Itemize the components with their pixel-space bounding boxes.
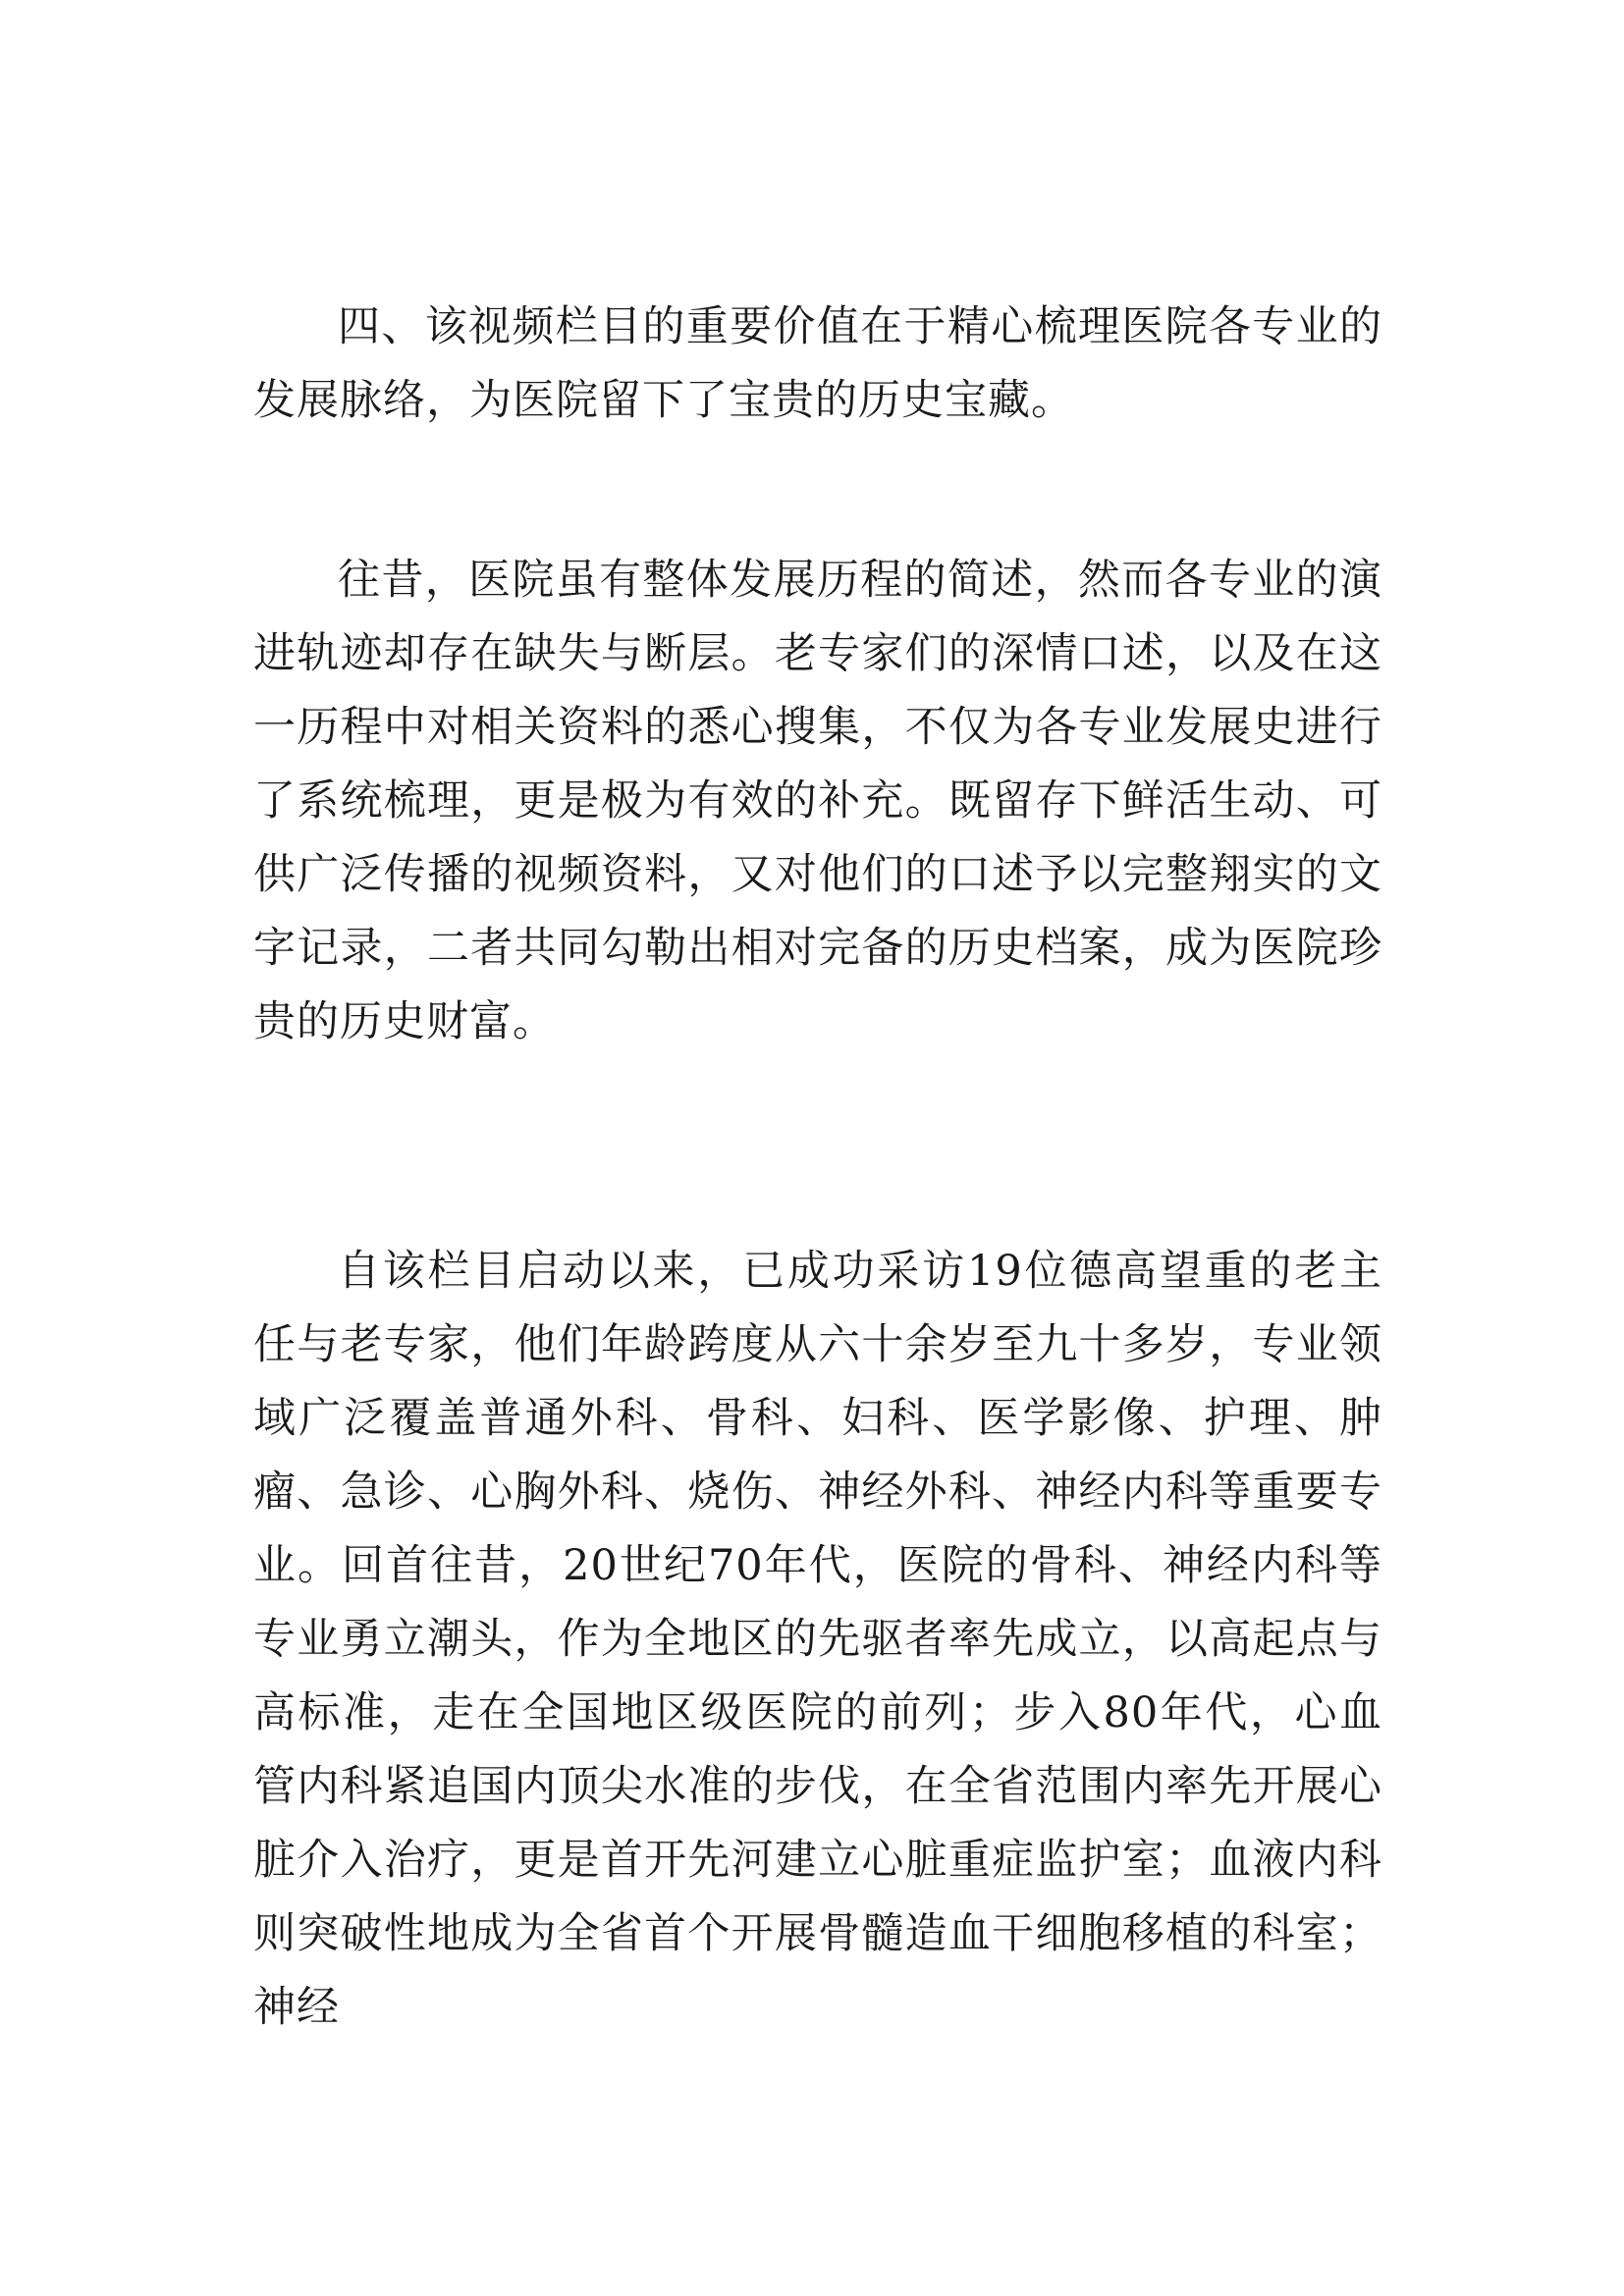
paragraph-past-history: 往昔，医院虽有整体发展历程的简述，然而各专业的演进轨迹却存在缺失与断层。老专家们的深情口述，以及在这一历程中对相关资料的悉心搜集，不仅为各专业发展史进行了系统梳理，更是极为有效的补充。既留存下鲜活生动、可供广泛传播的视频资料，又对他们的口述予以完整翔实的文字记录，二者共同勾勒出相对完备的历史档案，成为医院珍贵的历史财富。: [253, 556, 1382, 1046]
paragraph-section-four-heading: 四、该视频栏目的重要价值在于精心梳理医院各专业的发展脉络，为医院留下了宝贵的历史宝藏。: [253, 302, 1382, 425]
paragraph-interviews: 自该栏目启动以来，已成功采访19位德高望重的老主任与老专家，他们年龄跨度从六十余岁至九十多岁，专业领域广泛覆盖普通外科、骨科、妇科、医学影像、护理、肿瘤、急诊、心胸外科、烧伤、神经外科、神经内科等重要专业。回首往昔，20世纪70年代，医院的骨科、神经内科等专业勇立潮头，作为全地区的先驱者率先成立，以高起点与高标准，走在全国地区级医院的前列；步入80年代，心血管内科紧追国内顶尖水准的步伐，在全省范围内率先开展心脏介入治疗，更是首开先河建立心脏重症监护室；血液内科则突破性地成为全省首个开展骨髓造血干细胞移植的科室；神经: [253, 1247, 1382, 2032]
